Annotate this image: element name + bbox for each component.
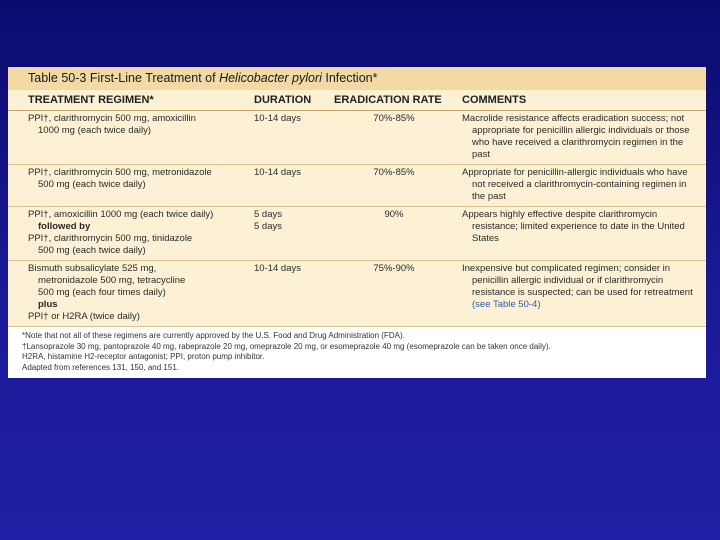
regimen-line: 1000 mg (each twice daily) bbox=[38, 125, 151, 136]
comment-line: Appropriate for penicillin-allergic individuals who have bbox=[462, 167, 688, 178]
table-image bbox=[8, 67, 706, 378]
rate-cell: 90% bbox=[330, 207, 458, 261]
table-row bbox=[8, 165, 706, 207]
regimen-line: Bismuth subsalicylate 525 mg, bbox=[28, 263, 157, 274]
rate-cell: 70%-85% bbox=[330, 111, 458, 165]
table-title-italic: Helicobacter pylori bbox=[219, 71, 322, 85]
comment-line: past bbox=[472, 149, 490, 160]
treatment-table bbox=[8, 90, 706, 327]
comment-line: resistance; limited experience to date in the United bbox=[472, 221, 685, 232]
duration-line: 10-14 days bbox=[254, 167, 302, 178]
regimen-cell bbox=[8, 207, 250, 261]
comment-line: resistance is suspected; can be used for retreatment bbox=[472, 287, 693, 298]
duration-line: 5 days bbox=[254, 209, 282, 220]
rate-cell: 75%-90% bbox=[330, 261, 458, 327]
regimen-cell bbox=[8, 261, 250, 327]
comment-line: penicillin allergic individual or if clarithromycin bbox=[472, 275, 664, 286]
table-row bbox=[8, 111, 706, 165]
comment-line: appropriate for penicillin allergic individuals or those bbox=[472, 125, 690, 136]
header-row bbox=[8, 90, 706, 111]
footnote: †Lansoprazole 30 mg, pantoprazole 40 mg, rabeprazole 20 mg, omeprazole 20 mg, or esomeprazole 40 mg (esomeprazole can be taken once daily). bbox=[22, 341, 551, 351]
comments-cell bbox=[458, 111, 706, 165]
regimen-line: 500 mg (each four times daily) bbox=[38, 287, 166, 298]
duration-line: 10-14 days bbox=[254, 113, 302, 124]
footnote: Adapted from references 131, 150, and 151. bbox=[22, 362, 179, 372]
comments-cell bbox=[458, 261, 706, 327]
comment-line: Macrolide resistance affects eradication success; not bbox=[462, 113, 685, 124]
header-regimen: TREATMENT REGIMEN* bbox=[8, 90, 250, 111]
duration-cell bbox=[250, 165, 330, 207]
table-title-prefix: Table 50-3 First-Line Treatment of bbox=[28, 71, 220, 85]
comment-line: the past bbox=[472, 191, 506, 202]
duration-cell bbox=[250, 207, 330, 261]
duration-line: 5 days bbox=[254, 221, 282, 232]
table-row bbox=[8, 207, 706, 261]
regimen-line: 500 mg (each twice daily) bbox=[38, 179, 146, 190]
comments-cell bbox=[458, 207, 706, 261]
table-title-suffix: Infection* bbox=[321, 71, 378, 85]
regimen-line: PPI†, clarithromycin 500 mg, tinidazole bbox=[28, 233, 193, 244]
duration-line: 10-14 days bbox=[254, 263, 302, 274]
comment-line: Appears highly effective despite clarithromycin bbox=[462, 209, 658, 220]
comment-line: Inexpensive but complicated regimen; consider in bbox=[462, 263, 671, 274]
comments-cell bbox=[458, 165, 706, 207]
duration-cell bbox=[250, 111, 330, 165]
regimen-line: PPI†, clarithromycin 500 mg, amoxicillin bbox=[28, 113, 196, 124]
duration-cell bbox=[250, 261, 330, 327]
rate-cell: 70%-85% bbox=[330, 165, 458, 207]
header-eradication-rate: ERADICATION RATE bbox=[330, 90, 458, 111]
comment-line: States bbox=[472, 233, 499, 244]
comment-line: not received a clarithromycin-containing regimen in bbox=[472, 179, 687, 190]
regimen-connector: followed by bbox=[38, 221, 91, 232]
regimen-line: 500 mg (each twice daily) bbox=[38, 245, 146, 256]
footnote: H2RA, histamine H2-receptor antagonist; PPI, proton pump inhibitor. bbox=[22, 352, 265, 361]
regimen-cell bbox=[8, 165, 250, 207]
regimen-line: PPI†, clarithromycin 500 mg, metronidazole bbox=[28, 167, 212, 178]
table-reference-link[interactable]: (see Table 50-4) bbox=[472, 299, 541, 310]
regimen-cell bbox=[8, 111, 250, 165]
regimen-line: metronidazole 500 mg, tetracycline bbox=[38, 275, 186, 286]
regimen-line: PPI† or H2RA (twice daily) bbox=[28, 311, 140, 322]
footnote: *Note that not all of these regimens are currently approved by the U.S. Food and Drug Administration (FDA). bbox=[22, 331, 405, 340]
comment-line: who have received a clarithromycin regimen in the bbox=[472, 137, 684, 148]
header-comments: COMMENTS bbox=[458, 90, 706, 111]
header-duration: DURATION bbox=[250, 90, 330, 111]
footnotes bbox=[8, 327, 706, 373]
regimen-connector: plus bbox=[38, 299, 58, 310]
regimen-line: PPI†, amoxicillin 1000 mg (each twice daily) bbox=[28, 209, 214, 220]
table-row bbox=[8, 261, 706, 327]
table-title bbox=[8, 67, 706, 90]
